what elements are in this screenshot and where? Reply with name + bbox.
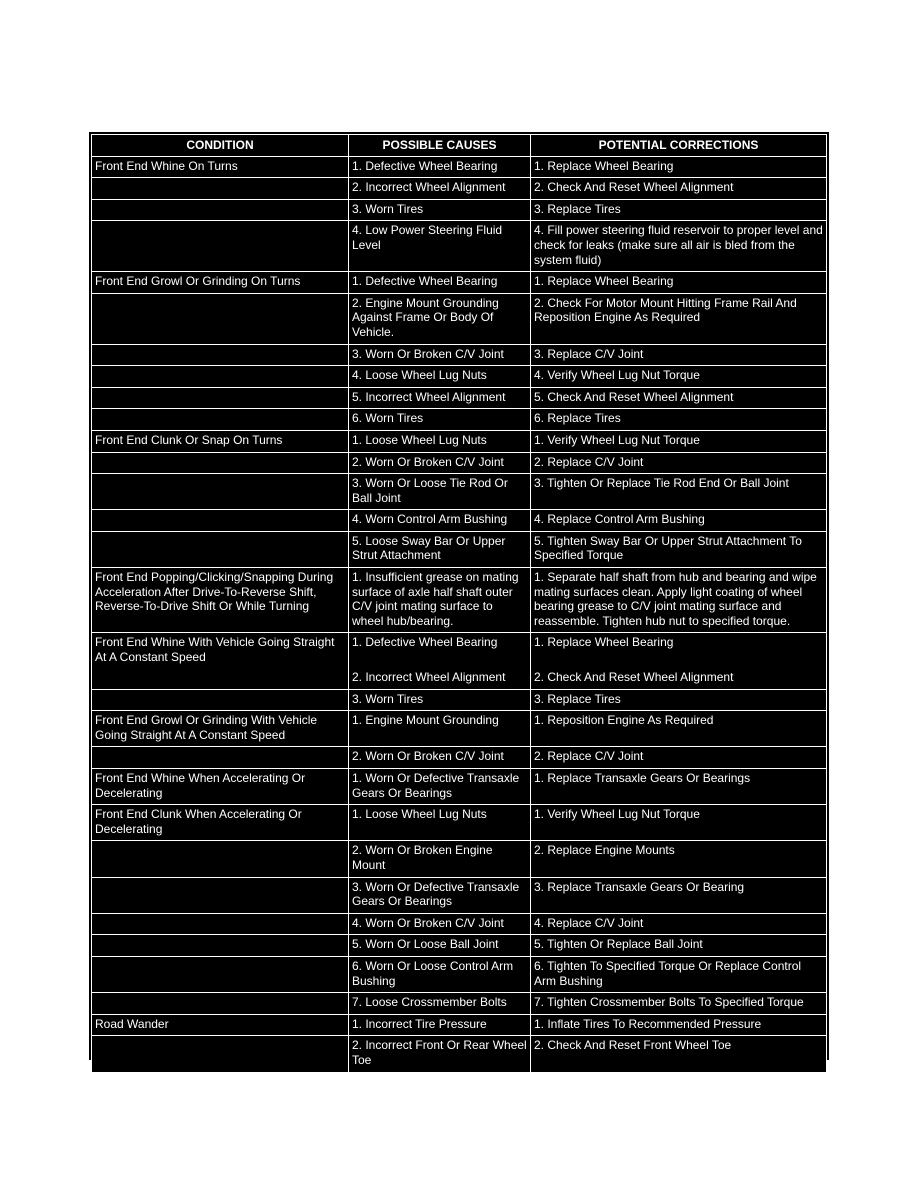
cause-cell: 7. Loose Crossmember Bolts bbox=[349, 993, 531, 1015]
table-row bbox=[92, 841, 827, 877]
correction-cell: 3. Replace Tires bbox=[531, 689, 827, 711]
correction-cell: 1. Replace Wheel Bearing bbox=[531, 156, 827, 178]
correction-cell: 4. Replace Control Arm Bushing bbox=[531, 510, 827, 532]
table-row bbox=[92, 156, 827, 178]
condition-cell bbox=[92, 178, 349, 200]
table-row bbox=[92, 387, 827, 409]
cause-cell: 1. Insufficient grease on mating surface of axle half shaft outer C/V joint mating surface to wheel hub/bearing. bbox=[349, 568, 531, 633]
condition-cell bbox=[92, 344, 349, 366]
cause-cell: 1. Worn Or Defective Transaxle Gears Or Bearings bbox=[349, 769, 531, 805]
correction-cell: 1. Inflate Tires To Recommended Pressure bbox=[531, 1014, 827, 1036]
condition-cell bbox=[92, 877, 349, 913]
correction-cell: 2. Replace Engine Mounts bbox=[531, 841, 827, 877]
table-row bbox=[92, 769, 827, 805]
condition-cell bbox=[92, 689, 349, 711]
cause-cell: 4. Worn Or Broken C/V Joint bbox=[349, 913, 531, 935]
condition-cell: Front End Popping/Clicking/Snapping During Acceleration After Drive-To-Reverse Shift, Reverse-To-Drive Shift Or While Turning bbox=[92, 568, 349, 633]
correction-cell: 6. Tighten To Specified Torque Or Replace Control Arm Bushing bbox=[531, 956, 827, 992]
cause-cell: 3. Worn Or Defective Transaxle Gears Or Bearings bbox=[349, 877, 531, 913]
table-row bbox=[92, 956, 827, 992]
correction-cell: 4. Fill power steering fluid reservoir to proper level and check for leaks (make sure all air is bled from the system fluid) bbox=[531, 221, 827, 272]
table-row bbox=[92, 1014, 827, 1036]
table-row bbox=[92, 1036, 827, 1072]
table-row bbox=[92, 293, 827, 344]
correction-cell: 5. Tighten Sway Bar Or Upper Strut Attachment To Specified Torque bbox=[531, 531, 827, 567]
header-potential-corrections: POTENTIAL CORRECTIONS bbox=[531, 135, 827, 157]
cause-cell: 2. Worn Or Broken C/V Joint bbox=[349, 747, 531, 769]
condition-cell: Road Wander bbox=[92, 1014, 349, 1036]
cause-cell bbox=[349, 633, 531, 689]
cause-cell: 1. Defective Wheel Bearing bbox=[349, 156, 531, 178]
cause-cell: 3. Worn Tires bbox=[349, 689, 531, 711]
condition-cell: Front End Whine When Accelerating Or Decelerating bbox=[92, 769, 349, 805]
cause-cell: 2. Incorrect Front Or Rear Wheel Toe bbox=[349, 1036, 531, 1072]
correction-cell: 3. Replace Transaxle Gears Or Bearing bbox=[531, 877, 827, 913]
condition-cell: Front End Whine On Turns bbox=[92, 156, 349, 178]
correction-cell: 2. Check And Reset Front Wheel Toe bbox=[531, 1036, 827, 1072]
cause-cell: 6. Worn Tires bbox=[349, 409, 531, 431]
table-row bbox=[92, 366, 827, 388]
cause-cell: 1. Loose Wheel Lug Nuts bbox=[349, 430, 531, 452]
condition-cell: Front End Growl Or Grinding With Vehicle Going Straight At A Constant Speed bbox=[92, 711, 349, 747]
table-row bbox=[92, 178, 827, 200]
table-row bbox=[92, 221, 827, 272]
condition-cell bbox=[92, 531, 349, 567]
correction-cell: 1. Replace Transaxle Gears Or Bearings bbox=[531, 769, 827, 805]
condition-cell bbox=[92, 935, 349, 957]
condition-cell bbox=[92, 366, 349, 388]
correction-cell: 2. Check For Motor Mount Hitting Frame Rail And Reposition Engine As Required bbox=[531, 293, 827, 344]
correction-cell: 7. Tighten Crossmember Bolts To Specified Torque bbox=[531, 993, 827, 1015]
table-row bbox=[92, 430, 827, 452]
correction-cell: 5. Check And Reset Wheel Alignment bbox=[531, 387, 827, 409]
diagnosis-table bbox=[91, 134, 827, 1073]
cause-cell: 5. Loose Sway Bar Or Upper Strut Attachment bbox=[349, 531, 531, 567]
cause-cell: 1. Engine Mount Grounding bbox=[349, 711, 531, 747]
table-row bbox=[92, 711, 827, 747]
cause-cell: 6. Worn Or Loose Control Arm Bushing bbox=[349, 956, 531, 992]
condition-cell: Front End Whine With Vehicle Going Straight At A Constant Speed bbox=[92, 633, 349, 689]
table-row bbox=[92, 409, 827, 431]
table-row bbox=[92, 531, 827, 567]
table-row bbox=[92, 805, 827, 841]
diagnosis-table-frame bbox=[89, 132, 829, 1067]
header-possible-causes: POSSIBLE CAUSES bbox=[349, 135, 531, 157]
cause-cell: 5. Incorrect Wheel Alignment bbox=[349, 387, 531, 409]
correction-cell: 1. Reposition Engine As Required bbox=[531, 711, 827, 747]
condition-cell bbox=[92, 747, 349, 769]
table-row bbox=[92, 913, 827, 935]
cause-cell: 2. Engine Mount Grounding Against Frame Or Body Of Vehicle. bbox=[349, 293, 531, 344]
condition-cell bbox=[92, 956, 349, 992]
correction-cell: 3. Tighten Or Replace Tie Rod End Or Ball Joint bbox=[531, 474, 827, 510]
condition-cell bbox=[92, 387, 349, 409]
correction-cell: 2. Replace C/V Joint bbox=[531, 747, 827, 769]
correction-cell: 1. Verify Wheel Lug Nut Torque bbox=[531, 805, 827, 841]
cause-cell: 4. Low Power Steering Fluid Level bbox=[349, 221, 531, 272]
correction-line: 1. Replace Wheel Bearing bbox=[534, 635, 674, 650]
correction-cell bbox=[531, 633, 827, 689]
correction-cell: 3. Replace C/V Joint bbox=[531, 344, 827, 366]
table-row bbox=[92, 935, 827, 957]
correction-cell: 2. Check And Reset Wheel Alignment bbox=[531, 178, 827, 200]
condition-cell bbox=[92, 913, 349, 935]
table-row bbox=[92, 474, 827, 510]
table-row bbox=[92, 272, 827, 294]
condition-cell: Front End Clunk Or Snap On Turns bbox=[92, 430, 349, 452]
cause-cell: 2. Incorrect Wheel Alignment bbox=[349, 178, 531, 200]
correction-cell: 5. Tighten Or Replace Ball Joint bbox=[531, 935, 827, 957]
cause-cell: 3. Worn Or Loose Tie Rod Or Ball Joint bbox=[349, 474, 531, 510]
correction-cell: 3. Replace Tires bbox=[531, 199, 827, 221]
cause-cell: 3. Worn Tires bbox=[349, 199, 531, 221]
condition-cell: Front End Growl Or Grinding On Turns bbox=[92, 272, 349, 294]
table-row bbox=[92, 633, 827, 689]
cause-cell: 5. Worn Or Loose Ball Joint bbox=[349, 935, 531, 957]
table-row bbox=[92, 510, 827, 532]
condition-cell bbox=[92, 510, 349, 532]
correction-cell: 1. Verify Wheel Lug Nut Torque bbox=[531, 430, 827, 452]
cause-cell: 1. Incorrect Tire Pressure bbox=[349, 1014, 531, 1036]
table-row bbox=[92, 344, 827, 366]
cause-cell: 2. Worn Or Broken C/V Joint bbox=[349, 452, 531, 474]
table-row bbox=[92, 877, 827, 913]
condition-cell bbox=[92, 1036, 349, 1072]
cause-cell: 1. Loose Wheel Lug Nuts bbox=[349, 805, 531, 841]
correction-cell: 4. Replace C/V Joint bbox=[531, 913, 827, 935]
table-row bbox=[92, 452, 827, 474]
condition-cell bbox=[92, 199, 349, 221]
cause-cell: 2. Worn Or Broken Engine Mount bbox=[349, 841, 531, 877]
condition-cell: Front End Clunk When Accelerating Or Decelerating bbox=[92, 805, 349, 841]
cause-cell: 4. Loose Wheel Lug Nuts bbox=[349, 366, 531, 388]
condition-cell bbox=[92, 293, 349, 344]
correction-cell: 1. Replace Wheel Bearing bbox=[531, 272, 827, 294]
correction-cell: 4. Verify Wheel Lug Nut Torque bbox=[531, 366, 827, 388]
correction-cell: 2. Replace C/V Joint bbox=[531, 452, 827, 474]
table-row bbox=[92, 568, 827, 633]
header-condition: CONDITION bbox=[92, 135, 349, 157]
condition-cell bbox=[92, 474, 349, 510]
table-header-row bbox=[92, 135, 827, 157]
cause-cell: 1. Defective Wheel Bearing bbox=[349, 272, 531, 294]
cause-line: 1. Defective Wheel Bearing bbox=[352, 635, 498, 650]
cause-line: 2. Incorrect Wheel Alignment bbox=[352, 670, 506, 685]
correction-cell: 6. Replace Tires bbox=[531, 409, 827, 431]
condition-cell bbox=[92, 452, 349, 474]
correction-line: 2. Check And Reset Wheel Alignment bbox=[534, 670, 734, 685]
correction-cell: 1. Separate half shaft from hub and bearing and wipe mating surfaces clean. Apply light coating of wheel bearing grease to C/V joint mating surface and reassemble. Tighten hub nut to specified torque. bbox=[531, 568, 827, 633]
cause-cell: 4. Worn Control Arm Bushing bbox=[349, 510, 531, 532]
table-row bbox=[92, 747, 827, 769]
cause-cell: 3. Worn Or Broken C/V Joint bbox=[349, 344, 531, 366]
table-row bbox=[92, 993, 827, 1015]
table-row bbox=[92, 199, 827, 221]
condition-cell bbox=[92, 221, 349, 272]
table-row bbox=[92, 689, 827, 711]
condition-cell bbox=[92, 409, 349, 431]
condition-cell bbox=[92, 841, 349, 877]
condition-cell bbox=[92, 993, 349, 1015]
